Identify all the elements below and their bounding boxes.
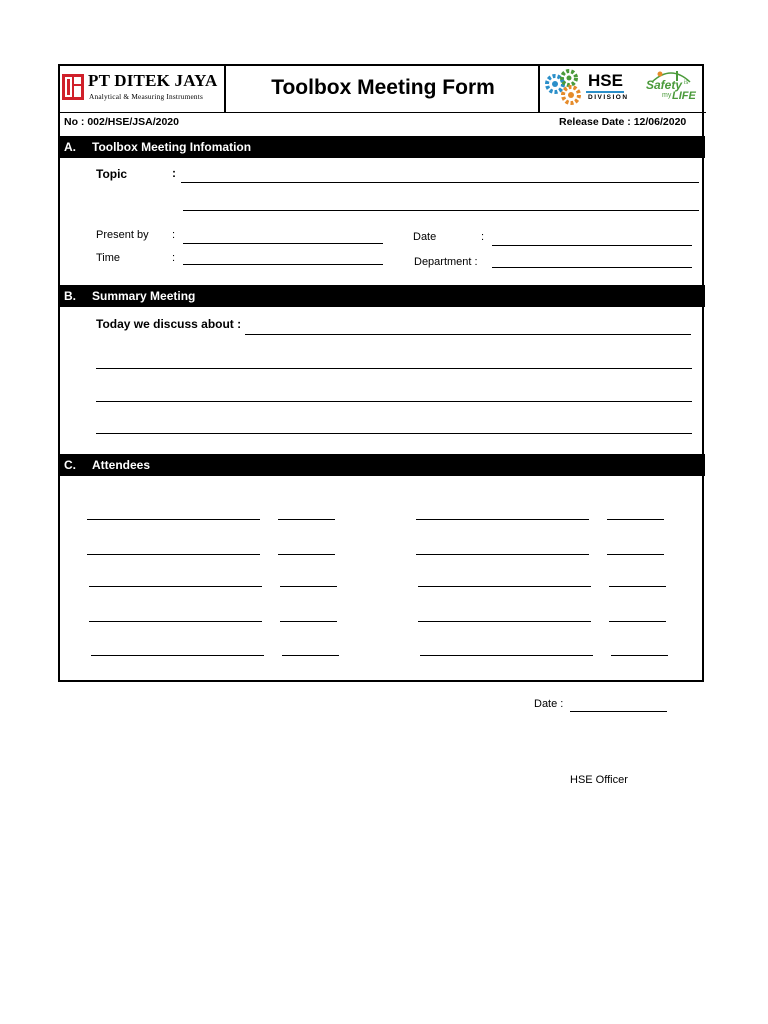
attendee-sign-line[interactable] bbox=[609, 586, 666, 587]
department-input-line[interactable] bbox=[492, 267, 692, 268]
company-tagline: Analytical & Measuring Instruments bbox=[89, 92, 204, 101]
attendee-name-line[interactable] bbox=[418, 586, 591, 587]
attendee-name-line[interactable] bbox=[416, 554, 589, 555]
department-label: Department : bbox=[414, 256, 478, 268]
topic-input-line[interactable] bbox=[181, 182, 699, 183]
attendee-sign-line[interactable] bbox=[282, 655, 339, 656]
section-a-header bbox=[59, 136, 705, 158]
safety-logo-text: Safety bbox=[646, 78, 683, 92]
attendee-name-line[interactable] bbox=[89, 586, 262, 587]
section-letter: A. bbox=[64, 140, 76, 154]
topic-label: Topic bbox=[96, 167, 128, 181]
hse-logo-text: HSE bbox=[588, 71, 623, 90]
hse-logo-rule bbox=[586, 91, 624, 93]
summary-input-line[interactable] bbox=[96, 433, 692, 434]
attendee-name-line[interactable] bbox=[87, 554, 260, 555]
safety-logo-life: LIFE bbox=[672, 90, 696, 102]
attendee-name-line[interactable] bbox=[416, 519, 589, 520]
company-name: PT DITEK JAYA bbox=[88, 71, 218, 90]
section-title: Toolbox Meeting Infomation bbox=[92, 140, 252, 154]
attendee-name-line[interactable] bbox=[418, 621, 591, 622]
release-date: Release Date : 12/06/2020 bbox=[559, 116, 687, 128]
footer-date-label: Date : bbox=[534, 698, 564, 710]
hse-division-logo bbox=[544, 68, 630, 108]
attendee-name-line[interactable] bbox=[91, 655, 264, 656]
form-number: No : 002/HSE/JSA/2020 bbox=[64, 116, 179, 128]
summary-input-line[interactable] bbox=[245, 334, 691, 335]
safety-logo-my: my bbox=[662, 92, 672, 99]
attendee-sign-line[interactable] bbox=[278, 554, 335, 555]
date-colon: : bbox=[481, 231, 485, 243]
section-letter: B. bbox=[64, 289, 76, 303]
safety-logo-is: is bbox=[684, 80, 689, 86]
attendee-sign-line[interactable] bbox=[280, 586, 337, 587]
date-label: Date bbox=[413, 231, 437, 243]
present-by-input-line[interactable] bbox=[183, 243, 383, 244]
time-colon: : bbox=[172, 252, 176, 264]
attendee-name-line[interactable] bbox=[420, 655, 593, 656]
time-input-line[interactable] bbox=[183, 264, 383, 265]
footer-date-input-line[interactable] bbox=[570, 711, 667, 712]
attendee-name-line[interactable] bbox=[87, 519, 260, 520]
section-b-header bbox=[59, 285, 705, 307]
summary-input-line[interactable] bbox=[96, 368, 692, 369]
section-title: Summary Meeting bbox=[92, 289, 196, 303]
summary-input-line[interactable] bbox=[96, 401, 692, 402]
topic-input-line-2[interactable] bbox=[183, 210, 699, 211]
attendee-sign-line[interactable] bbox=[280, 621, 337, 622]
form-title: Toolbox Meeting Form bbox=[271, 76, 495, 99]
attendee-sign-line[interactable] bbox=[278, 519, 335, 520]
hse-logo-sub: DIVISION bbox=[588, 94, 629, 101]
attendee-sign-line[interactable] bbox=[611, 655, 668, 656]
attendee-sign-line[interactable] bbox=[609, 621, 666, 622]
present-by-colon: : bbox=[172, 229, 176, 241]
section-title: Attendees bbox=[92, 458, 151, 472]
time-label: Time bbox=[96, 252, 121, 264]
safety-logo bbox=[640, 68, 700, 108]
company-logo bbox=[62, 70, 225, 106]
present-by-label: Present by bbox=[96, 229, 149, 241]
topic-colon: : bbox=[172, 166, 176, 180]
discuss-label: Today we discuss about : bbox=[96, 317, 242, 331]
company-logo-icon bbox=[62, 74, 84, 100]
section-c-header bbox=[59, 454, 705, 476]
attendee-sign-line[interactable] bbox=[607, 519, 664, 520]
attendee-name-line[interactable] bbox=[89, 621, 262, 622]
hse-officer-label: HSE Officer bbox=[570, 774, 628, 786]
section-letter: C. bbox=[64, 458, 76, 472]
date-input-line[interactable] bbox=[492, 245, 692, 246]
attendee-sign-line[interactable] bbox=[607, 554, 664, 555]
